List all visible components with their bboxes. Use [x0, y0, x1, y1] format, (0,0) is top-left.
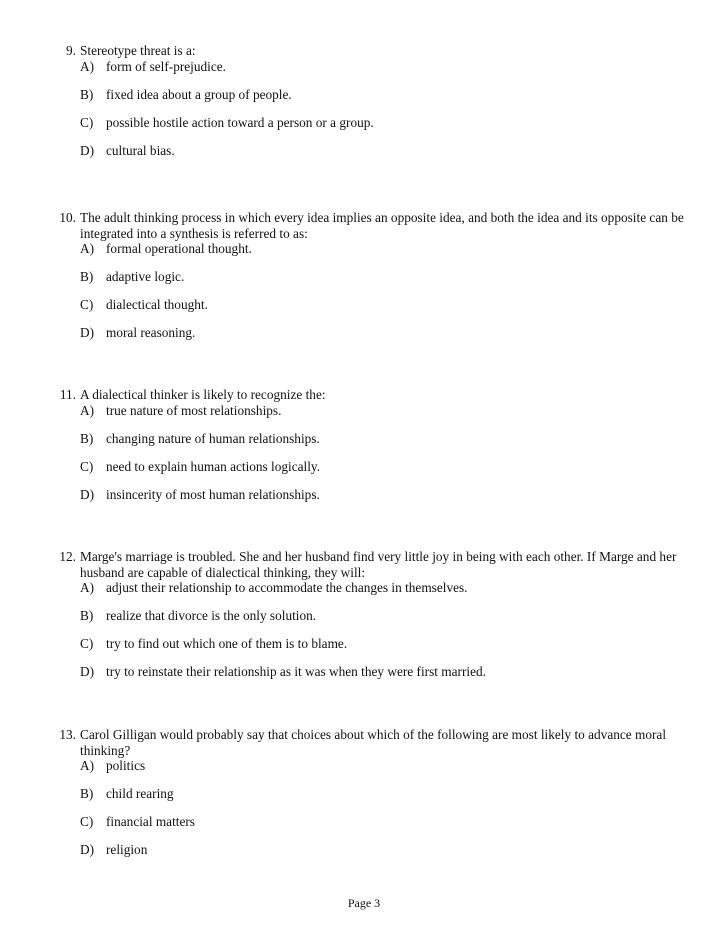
question-stem — [56, 727, 696, 758]
option-text: dialectical thought. — [106, 297, 208, 313]
option-letter: C) — [80, 814, 94, 830]
question-text: Marge's marriage is troubled. She and her husband find very little joy in being with each other. If Marge and her husband are capable of dialectical thinking, they will: — [80, 549, 677, 580]
option-letter: D) — [80, 842, 95, 858]
option-text: cultural bias. — [106, 142, 175, 158]
answer-option-b — [56, 87, 696, 103]
question-12 — [56, 549, 696, 680]
option-letter: A) — [80, 58, 95, 74]
option-text: adjust their relationship to accommodate the changes in themselves. — [106, 580, 468, 596]
option-text: religion — [106, 842, 148, 858]
answer-option-b — [56, 786, 696, 802]
option-letter: B) — [80, 430, 94, 446]
option-text: adaptive logic. — [106, 269, 185, 285]
question-stem — [56, 387, 696, 403]
answer-option-c — [56, 636, 696, 652]
page-number: Page 3 — [347, 896, 381, 910]
option-text: need to explain human actions logically. — [106, 458, 321, 474]
option-letter: B) — [80, 608, 94, 624]
question-number: 10. — [59, 210, 76, 225]
option-text: financial matters — [106, 814, 195, 830]
option-text: realize that divorce is the only solution. — [106, 608, 317, 624]
answer-option-b — [56, 431, 696, 447]
answer-options — [56, 758, 696, 858]
option-text: try to find out which one of them is to blame. — [106, 636, 348, 652]
option-letter: D) — [80, 325, 95, 341]
option-letter: C) — [80, 297, 94, 313]
question-number: 12. — [59, 549, 76, 564]
answer-option-a — [56, 241, 696, 257]
question-9 — [56, 43, 696, 158]
question-number: 11. — [59, 387, 76, 402]
option-text: fixed idea about a group of people. — [106, 86, 292, 102]
answer-option-c — [56, 115, 696, 131]
option-text: child rearing — [106, 786, 174, 802]
question-stem — [56, 210, 696, 241]
option-letter: C) — [80, 458, 94, 474]
answer-option-d — [56, 842, 696, 858]
option-letter: A) — [80, 580, 95, 596]
option-text: formal operational thought. — [106, 241, 252, 257]
option-letter: B) — [80, 269, 94, 285]
option-text: true nature of most relationships. — [106, 402, 282, 418]
option-letter: A) — [80, 402, 95, 418]
option-text: moral reasoning. — [106, 325, 196, 341]
option-letter: B) — [80, 86, 94, 102]
option-text: politics — [106, 758, 146, 774]
answer-option-d — [56, 325, 696, 341]
question-stem — [56, 43, 696, 59]
option-text: form of self-prejudice. — [106, 58, 226, 74]
option-letter: A) — [80, 241, 95, 257]
option-letter: A) — [80, 758, 95, 774]
question-text: A dialectical thinker is likely to recognize the: — [80, 387, 326, 402]
answer-options — [56, 241, 696, 341]
option-letter: D) — [80, 664, 95, 680]
answer-option-a — [56, 403, 696, 419]
answer-options — [56, 580, 696, 680]
answer-option-a — [56, 59, 696, 75]
question-number: 13. — [59, 727, 76, 742]
question-text: Carol Gilligan would probably say that choices about which of the following are most likely to advance moral thinking? — [80, 727, 667, 758]
question-10 — [56, 210, 696, 341]
option-text: possible hostile action toward a person or a group. — [106, 114, 374, 130]
answer-option-c — [56, 297, 696, 313]
option-letter: D) — [80, 486, 95, 502]
option-letter: C) — [80, 114, 94, 130]
answer-option-d — [56, 143, 696, 159]
question-11 — [56, 387, 696, 502]
question-text: Stereotype threat is a: — [80, 43, 196, 58]
answer-options — [56, 403, 696, 503]
option-text: changing nature of human relationships. — [106, 430, 320, 446]
question-stem — [56, 549, 696, 580]
answer-option-c — [56, 814, 696, 830]
option-text: try to reinstate their relationship as it was when they were first married. — [106, 664, 486, 680]
question-number: 9. — [66, 43, 76, 58]
answer-option-a — [56, 580, 696, 596]
option-letter: C) — [80, 636, 94, 652]
option-text: insincerity of most human relationships. — [106, 486, 320, 502]
answer-option-d — [56, 664, 696, 680]
answer-option-c — [56, 459, 696, 475]
option-letter: D) — [80, 142, 95, 158]
question-13 — [56, 727, 696, 858]
question-text: The adult thinking process in which every idea implies an opposite idea, and both the idea and its opposite can be integrated into a synthesis is referred to as: — [80, 210, 684, 241]
option-letter: B) — [80, 786, 94, 802]
answer-option-a — [56, 758, 696, 774]
answer-option-b — [56, 269, 696, 285]
answer-options — [56, 59, 696, 159]
answer-option-b — [56, 608, 696, 624]
answer-option-d — [56, 487, 696, 503]
